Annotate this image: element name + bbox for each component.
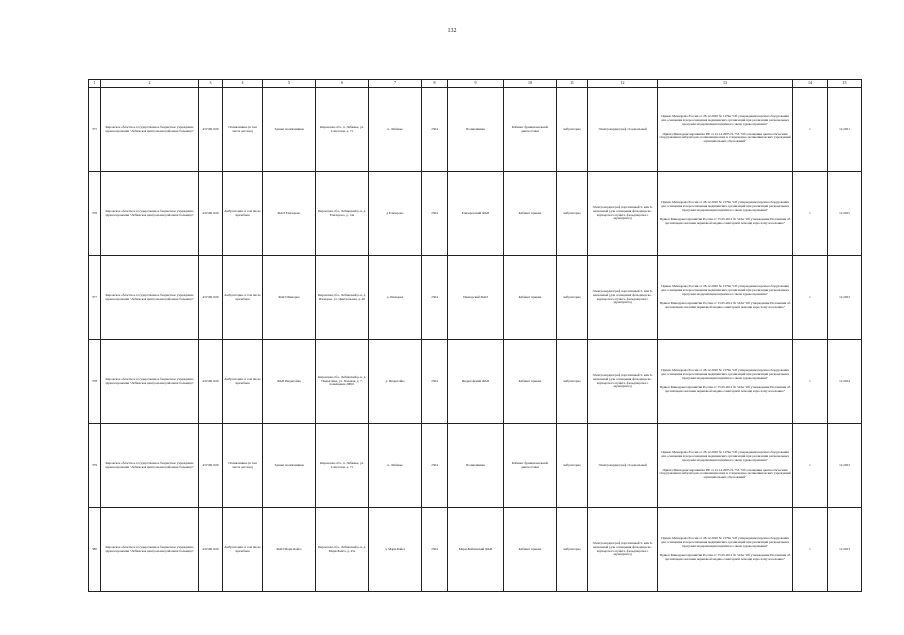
legal-basis-order-2: Приказ Минздравсоцразвития России от 15.05.2012 № 543н "Об утверждении Положения об организации оказания первичной медико-санитарной помощи взрослому населению" xyxy=(659,301,791,310)
facility-type-cell: Поликлиника (в том числе детская) xyxy=(223,424,263,508)
building-cell: Здание поликлиники xyxy=(263,88,316,172)
care-type-cell: амбулаторно xyxy=(557,340,588,424)
organization-cell: Кировское областное государственное бюджетное учреждение здравоохранения "Лебяжская центральная районная больница" xyxy=(101,256,199,340)
legal-basis-order-2: Приказ Минздравсоцразвития России от 15.05.2012 № 543н "Об утверждении Положения об организации оказания первичной медико-санитарной помощи взрослому населению" xyxy=(659,553,791,562)
date-cell: 12.2023 xyxy=(828,508,862,592)
room-cell: Кабинет приема xyxy=(504,340,557,424)
quantity-cell: 1 xyxy=(793,340,828,424)
organization-cell: Кировское областное государственное бюджетное учреждение здравоохранения "Лебяжская центральная районная больница" xyxy=(101,88,199,172)
organization-cell: Кировское областное государственное бюджетное учреждение здравоохранения "Лебяжская центральная районная больница" xyxy=(101,340,199,424)
code-cell: 2304 xyxy=(422,424,448,508)
column-header: 3 xyxy=(199,80,223,88)
equipment-cell: Электрокардиограф портативный 3- или 6-канальный (для оснащения фельдшерско-акушерского пункта, фельдшерского здравпункта) xyxy=(588,508,658,592)
quantity-cell: 1 xyxy=(793,172,828,256)
equipment-cell: Электрокардиограф 12-канальный xyxy=(588,424,658,508)
code-cell: 2304 xyxy=(422,508,448,592)
quantity-cell: 1 xyxy=(793,424,828,508)
code-cell: 2304 xyxy=(422,256,448,340)
column-header: 10 xyxy=(504,80,557,88)
legal-basis-order-1: Приказ Минздрава России от 28.12.2020 № 1379н "Об утверждении перечня оборудования для оснащения и переоснащения медицинских организаций при реализации региональных программ модернизации первичного звена здравоохранения" xyxy=(660,368,790,380)
facility-type-cell: Амбулатория, в том числе врачебная xyxy=(223,172,263,256)
quantity-cell: 1 xyxy=(793,508,828,592)
inn-cell: 4315001100 xyxy=(199,424,223,508)
building-cell: ФАП Елизарово xyxy=(263,172,316,256)
column-header: 1 xyxy=(89,80,101,88)
legal-basis-order-1: Приказ Минздрава России от 28.12.2020 № 1379н "Об утверждении перечня оборудования для оснащения и переоснащения медицинских организаций при реализации региональных программ модернизации первичного звена здравоохранения" xyxy=(660,536,790,548)
building-cell: ФАП Ижморка xyxy=(263,256,316,340)
legal-basis-cell xyxy=(658,172,793,256)
legal-basis-cell xyxy=(658,340,793,424)
code-cell: 2304 xyxy=(422,340,448,424)
inn-cell: 4315001100 xyxy=(199,88,223,172)
column-header: 11 xyxy=(557,80,588,88)
address-cell: Кировская обл., Лебяжский р-н, д. Ижморка, ул. Центральная, д. 40 xyxy=(316,256,369,340)
facility-type-cell: Амбулатория, в том числе врачебная xyxy=(223,256,263,340)
table-row xyxy=(89,256,862,340)
column-header: 2 xyxy=(101,80,199,88)
column-header: 15 xyxy=(828,80,862,88)
organization-cell: Кировское областное государственное бюджетное учреждение здравоохранения "Лебяжская центральная районная больница" xyxy=(101,172,199,256)
legal-basis-order-2: Приказ Минздравсоцразвития РФ от 01.12.2005 № 753 "Об оснащении диагностическим оборудованием амбулаторно-поликлинических и стационарно-поликлинических учреждений муниципальных образований" xyxy=(659,131,791,143)
room-cell: Кабинет функциональной диагностики xyxy=(504,424,557,508)
row-number: 375 xyxy=(89,88,101,172)
column-header: 5 xyxy=(263,80,316,88)
date-cell: 12.2024 xyxy=(828,340,862,424)
legal-basis-order-1: Приказ Минздрава России от 28.12.2020 № 1379н "Об утверждении перечня оборудования для оснащения и переоснащения медицинских организаций при реализации региональных программ модернизации первичного звена здравоохранения" xyxy=(660,114,790,126)
equipment-cell: Электрокардиограф портативный 3- или 6-канальный (для оснащения фельдшерско-акушерского пункта, фельдшерского здравпункта) xyxy=(588,256,658,340)
table-row xyxy=(89,508,862,592)
legal-basis-order-2: Приказ Минздравсоцразвития РФ от 01.12.2005 № 753 "Об оснащении диагностическим оборудованием амбулаторно-поликлинических и стационарно-поликлинических учреждений муниципальных образований" xyxy=(659,467,791,479)
column-header: 8 xyxy=(422,80,448,88)
code-cell: 2304 xyxy=(422,172,448,256)
date-cell: 12.2023 xyxy=(828,424,862,508)
legal-basis-cell xyxy=(658,508,793,592)
settlement-cell: п. Лебяжье xyxy=(369,424,422,508)
unit-cell: Поликлиника xyxy=(448,424,504,508)
legal-basis-order-1: Приказ Минздрава России от 28.12.2020 № 1379н "Об утверждении перечня оборудования для оснащения и переоснащения медицинских организаций при реализации региональных программ модернизации первичного звена здравоохранения" xyxy=(660,450,790,462)
settlement-cell: п. Лебяжье xyxy=(369,88,422,172)
address-cell: Кировская обл., Лебяжский р-н, д. Елизарово, д. 14а xyxy=(316,172,369,256)
address-cell: Кировская обл., п. Лебяжье, ул. Советская, д. 71 xyxy=(316,88,369,172)
inn-cell: 4315001100 xyxy=(199,340,223,424)
legal-basis-order-1: Приказ Минздрава России от 28.12.2020 № 1379н "Об утверждении перечня оборудования для оснащения и переоснащения медицинских организаций при реализации региональных программ модернизации первичного звена здравоохранения" xyxy=(660,284,790,296)
legal-basis-order-1: Приказ Минздрава России от 28.12.2020 № 1379н "Об утверждении перечня оборудования для оснащения и переоснащения медицинских организаций при реализации региональных программ модернизации первичного звена здравоохранения" xyxy=(660,200,790,212)
unit-cell: Мари-Байсинский ФАП xyxy=(448,508,504,592)
room-cell: Кабинет приема xyxy=(504,256,557,340)
equipment-cell: Электрокардиограф портативный 3- или 6-канальный (для оснащения фельдшерско-акушерского пункта, фельдшерского здравпункта) xyxy=(588,340,658,424)
table-row xyxy=(89,424,862,508)
facility-type-cell: Поликлиника (в том числе детская) xyxy=(223,88,263,172)
column-header: 13 xyxy=(658,80,793,88)
unit-cell: Елизаровский ФАП xyxy=(448,172,504,256)
building-cell: ФАП Индыгойка xyxy=(263,340,316,424)
table-row xyxy=(89,88,862,172)
row-number: 377 xyxy=(89,256,101,340)
facility-type-cell: Амбулатория, в том числе врачебная xyxy=(223,340,263,424)
room-cell: Кабинет приема xyxy=(504,508,557,592)
equipment-cell: Электрокардиограф портативный 3- или 6-канальный (для оснащения фельдшерско-акушерского пункта, фельдшерского здравпункта) xyxy=(588,172,658,256)
legal-basis-cell xyxy=(658,256,793,340)
quantity-cell: 1 xyxy=(793,256,828,340)
organization-cell: Кировское областное государственное бюджетное учреждение здравоохранения "Лебяжская центральная районная больница" xyxy=(101,508,199,592)
unit-cell: Ижморский ФАП xyxy=(448,256,504,340)
legal-basis-cell xyxy=(658,88,793,172)
settlement-cell: д. Мари-Байса xyxy=(369,508,422,592)
room-cell: Кабинет приема xyxy=(504,172,557,256)
room-cell: Кабинет функциональной диагностики xyxy=(504,88,557,172)
unit-cell: Поликлиника xyxy=(448,88,504,172)
row-number: 376 xyxy=(89,172,101,256)
column-header: 4 xyxy=(223,80,263,88)
column-header: 12 xyxy=(588,80,658,88)
quantity-cell: 1 xyxy=(793,88,828,172)
table-row xyxy=(89,340,862,424)
column-header: 14 xyxy=(793,80,828,88)
facility-type-cell: Амбулатория, в том числе врачебная xyxy=(223,508,263,592)
date-cell: 12.2023 xyxy=(828,256,862,340)
care-type-cell: амбулаторно xyxy=(557,424,588,508)
settlement-cell: д. Индыгойка xyxy=(369,340,422,424)
care-type-cell: амбулаторно xyxy=(557,172,588,256)
inn-cell: 4315001100 xyxy=(199,508,223,592)
inn-cell: 4315001100 xyxy=(199,172,223,256)
table-row xyxy=(89,172,862,256)
page-number: 132 xyxy=(447,28,457,34)
row-number: 380 xyxy=(89,508,101,592)
address-cell: Кировская обл., Лебяжский р-н, д. Индыгойка, ул. Полевая, д. 7, помещение 20001 xyxy=(316,340,369,424)
care-type-cell: амбулаторно xyxy=(557,256,588,340)
code-cell: 2304 xyxy=(422,88,448,172)
row-number: 379 xyxy=(89,424,101,508)
address-cell: Кировская обл., Лебяжский р-н, д. Мари-Байса, д. 45а xyxy=(316,508,369,592)
date-cell: 12.2025 xyxy=(828,172,862,256)
organization-cell: Кировское областное государственное бюджетное учреждение здравоохранения "Лебяжская центральная районная больница" xyxy=(101,424,199,508)
building-cell: Здание поликлиники xyxy=(263,424,316,508)
legal-basis-cell xyxy=(658,424,793,508)
settlement-cell: д. Ижморка xyxy=(369,256,422,340)
row-number: 378 xyxy=(89,340,101,424)
date-cell: 12.2021 xyxy=(828,88,862,172)
settlement-cell: д.Елизарово xyxy=(369,172,422,256)
column-header: 7 xyxy=(369,80,422,88)
equipment-table xyxy=(88,79,862,592)
equipment-cell: Электрокардиограф 12-канальный xyxy=(588,88,658,172)
inn-cell: 4315001100 xyxy=(199,256,223,340)
column-header: 9 xyxy=(448,80,504,88)
address-cell: Кировская обл., п. Лебяжье, ул. Советская, д. 71 xyxy=(316,424,369,508)
legal-basis-order-2: Приказ Минздравсоцразвития России от 15.05.2012 № 543н "Об утверждении Положения об организации оказания первичной медико-санитарной помощи взрослому населению" xyxy=(659,385,791,394)
header-row xyxy=(89,80,862,88)
legal-basis-order-2: Приказ Минздравсоцразвития России от 15.05.2012 № 543н "Об утверждении Положения об организации оказания первичной медико-санитарной помощи взрослому населению" xyxy=(659,217,791,226)
care-type-cell: амбулаторно xyxy=(557,508,588,592)
unit-cell: Индыгойский ФАП xyxy=(448,340,504,424)
care-type-cell: амбулаторно xyxy=(557,88,588,172)
building-cell: ФАП Мари-Байса xyxy=(263,508,316,592)
column-header: 6 xyxy=(316,80,369,88)
